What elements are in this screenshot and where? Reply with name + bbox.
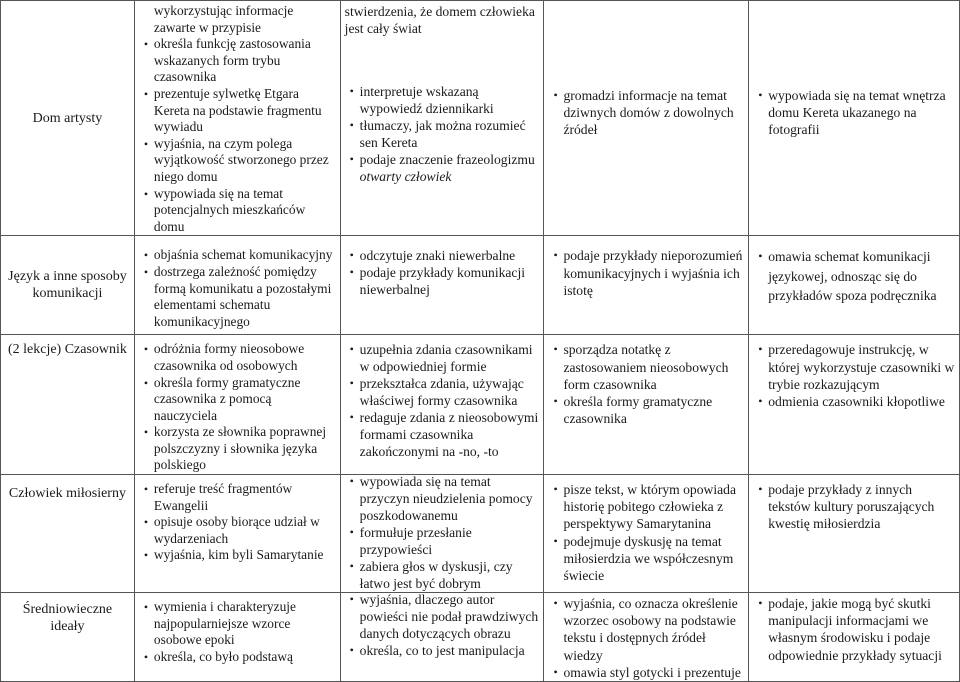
list-item: • wyjaśnia, co oznacza określenie wzorzec osobowy na podstawie tekstu i dostępnych źródeł wiedzy	[553, 595, 744, 664]
requirements-list	[544, 595, 748, 681]
list-item: • omawia styl gotycki i prezentuje	[553, 664, 744, 681]
list-item: • podaje przykłady komunikacji niewerbalnej	[350, 264, 540, 298]
list-item: • określa funkcję zastosowania wskazanych form trybu czasownika	[144, 36, 336, 86]
topic-cell	[1, 1, 135, 236]
list-item: • podaje znaczenie frazeologizmu	[350, 151, 540, 168]
content-cell	[340, 335, 544, 475]
content-cell	[134, 593, 340, 682]
requirements-list	[544, 87, 748, 139]
list-item: • opisuje osoby biorące udział w wydarzeniach	[144, 514, 336, 547]
content-cell	[544, 1, 749, 236]
content-cell	[134, 475, 340, 593]
content-cell	[749, 236, 960, 335]
topic-cell	[1, 335, 135, 475]
list-item: • wyjaśnia, kim byli Samarytanie	[144, 547, 336, 564]
list-item: • formułuje przesłanie przypowieści	[350, 524, 540, 558]
lead-text: wykorzystując informacje zawarte w przypisie	[153, 3, 294, 35]
requirements-list	[749, 595, 959, 664]
list-item: • interpretuje wskazaną wypowiedź dziennikarki	[350, 83, 540, 117]
list-item: • wypowiada się na temat wnętrza domu Kereta ukazanego na fotografii	[758, 87, 955, 139]
table-row	[1, 236, 960, 335]
list-item: • referuje treść fragmentów Ewangelii	[144, 481, 336, 514]
list-item: • przeredagowuje instrukcję, w której wykorzystuje czasowniki w trybie rozkazującym	[758, 341, 955, 393]
requirements-list	[341, 593, 544, 660]
list-item: • prezentuje sylwetkę Etgara Kereta na podstawie fragmentu wywiadu	[144, 86, 336, 136]
requirements-list	[341, 475, 544, 593]
content-cell	[340, 1, 544, 236]
content-cell	[544, 236, 749, 335]
list-item: • określa formy gramatyczne czasownika	[553, 393, 744, 427]
content-cell	[340, 236, 544, 335]
topic-cell	[1, 475, 135, 593]
list-item: • odróżnia formy nieosobowe czasownika od osobowych	[144, 341, 336, 374]
requirements-list	[135, 341, 340, 474]
list-item: • pisze tekst, w którym opowiada historię pobitego człowieka z perspektywy Samarytanina	[553, 481, 744, 533]
table-row	[1, 1, 960, 236]
requirements-list	[341, 341, 544, 460]
list-item: • gromadzi informacje na temat dziwnych domów z dowolnych źródeł	[553, 87, 744, 139]
content-cell	[749, 1, 960, 236]
table-row	[1, 475, 960, 593]
requirements-list	[135, 599, 340, 665]
list-item: • objaśnia schemat komunikacyjny	[144, 247, 336, 264]
list-item: • określa, co to jest manipulacja	[350, 642, 540, 659]
requirements-list	[341, 83, 544, 185]
requirements-list	[135, 247, 340, 330]
requirements-list	[749, 481, 959, 533]
topic-label: (2 lekcje) Czasownik	[7, 342, 127, 358]
list-item: • podejmuje dyskusję na temat miłosierdzia we współczesnym świecie	[553, 533, 744, 585]
content-cell	[749, 475, 960, 593]
list-item: • dostrzega zależność pomiędzy formą komunikatu a pozostałymi elementami schematu komunikacyjnego	[144, 264, 336, 330]
topic-cell	[1, 593, 135, 682]
list-item: • uzupełnia zdania czasownikami w odpowiedniej formie	[350, 341, 540, 375]
requirements-list	[749, 341, 959, 410]
list-item: • wyjaśnia, na czym polega wyjątkowość stworzonego przez niego domu	[144, 136, 336, 186]
list-item: • przekształca zdania, używając właściwej formy czasownika	[350, 375, 540, 409]
requirements-list	[341, 247, 544, 298]
list-item: • korzysta ze słownika poprawnej polszczyzny i słownika języka polskiego	[144, 424, 336, 474]
topic-label: Człowiek miłosierny	[8, 486, 126, 502]
topic-label: Dom artysty	[32, 110, 103, 126]
list-item: • określa, co było podstawą	[144, 649, 336, 666]
topic-label: Język a inne sposoby komunikacji	[8, 269, 127, 302]
list-item: • redaguje zdania z nieosobowymi formami czasownika zakończonymi na -no, -to	[350, 409, 540, 460]
requirements-list	[544, 481, 748, 584]
content-cell	[544, 475, 749, 593]
list-item: • odczytuje znaki niewerbalne	[350, 247, 540, 264]
list-item: • zabiera głos w dyskusji, czy łatwo jest być dobrym	[350, 558, 540, 592]
requirements-list	[135, 481, 340, 564]
content-cell	[340, 593, 544, 682]
topic-cell	[1, 236, 135, 335]
list-item: • sporządza notatkę z zastosowaniem nieosobowych form czasownika	[553, 341, 744, 393]
list-item: • podaje przykłady z innych tekstów kultury poruszających kwestię miłosierdzia	[758, 481, 955, 533]
table-row	[1, 335, 960, 475]
requirements-list	[544, 341, 748, 427]
content-cell	[134, 1, 340, 236]
content-cell	[749, 593, 960, 682]
topic-label: Średniowieczne ideały	[22, 602, 113, 635]
list-item: • tłumaczy, jak można rozumieć sen Kereta	[350, 117, 540, 151]
table-row	[1, 593, 960, 682]
requirements-list	[135, 36, 340, 235]
requirements-list	[749, 87, 959, 139]
italic-phrase: otwarty człowiek	[359, 169, 452, 184]
lead-text: stwierdzenia, że domem człowieka jest cały świat	[344, 4, 535, 36]
list-item: • określa formy gramatyczne czasownika z pomocą nauczyciela	[144, 375, 336, 425]
list-item: • podaje, jakie mogą być skutki manipulacji informacjami we własnym środowisku i podaje odpowiednie przykłady sytuacji	[758, 595, 955, 664]
list-item: • wypowiada się na temat przyczyn nieudzielenia pomocy poszkodowanemu	[350, 475, 540, 525]
content-cell	[544, 593, 749, 682]
list-item: • wymienia i charakteryzuje najpopularniejsze wzorce osobowe epoki	[144, 599, 336, 649]
list-item: • wyjaśnia, dlaczego autor powieści nie podał prawdziwych danych dotyczących obrazu	[350, 593, 540, 643]
list-item: • wypowiada się na temat potencjalnych mieszkańców domu	[144, 186, 336, 236]
content-cell	[134, 236, 340, 335]
list-item: • podaje przykłady nieporozumień komunikacyjnych i wyjaśnia ich istotę	[553, 247, 744, 299]
content-cell	[340, 475, 544, 593]
content-cell	[544, 335, 749, 475]
list-item: • odmienia czasowniki kłopotliwe	[758, 393, 955, 410]
content-cell	[134, 335, 340, 475]
list-item: • omawia schemat komunikacji językowej, odnosząc się do przykładów spoza podręcznika	[758, 247, 955, 306]
requirements-list	[544, 247, 748, 299]
content-cell	[749, 335, 960, 475]
requirements-list	[749, 247, 959, 306]
